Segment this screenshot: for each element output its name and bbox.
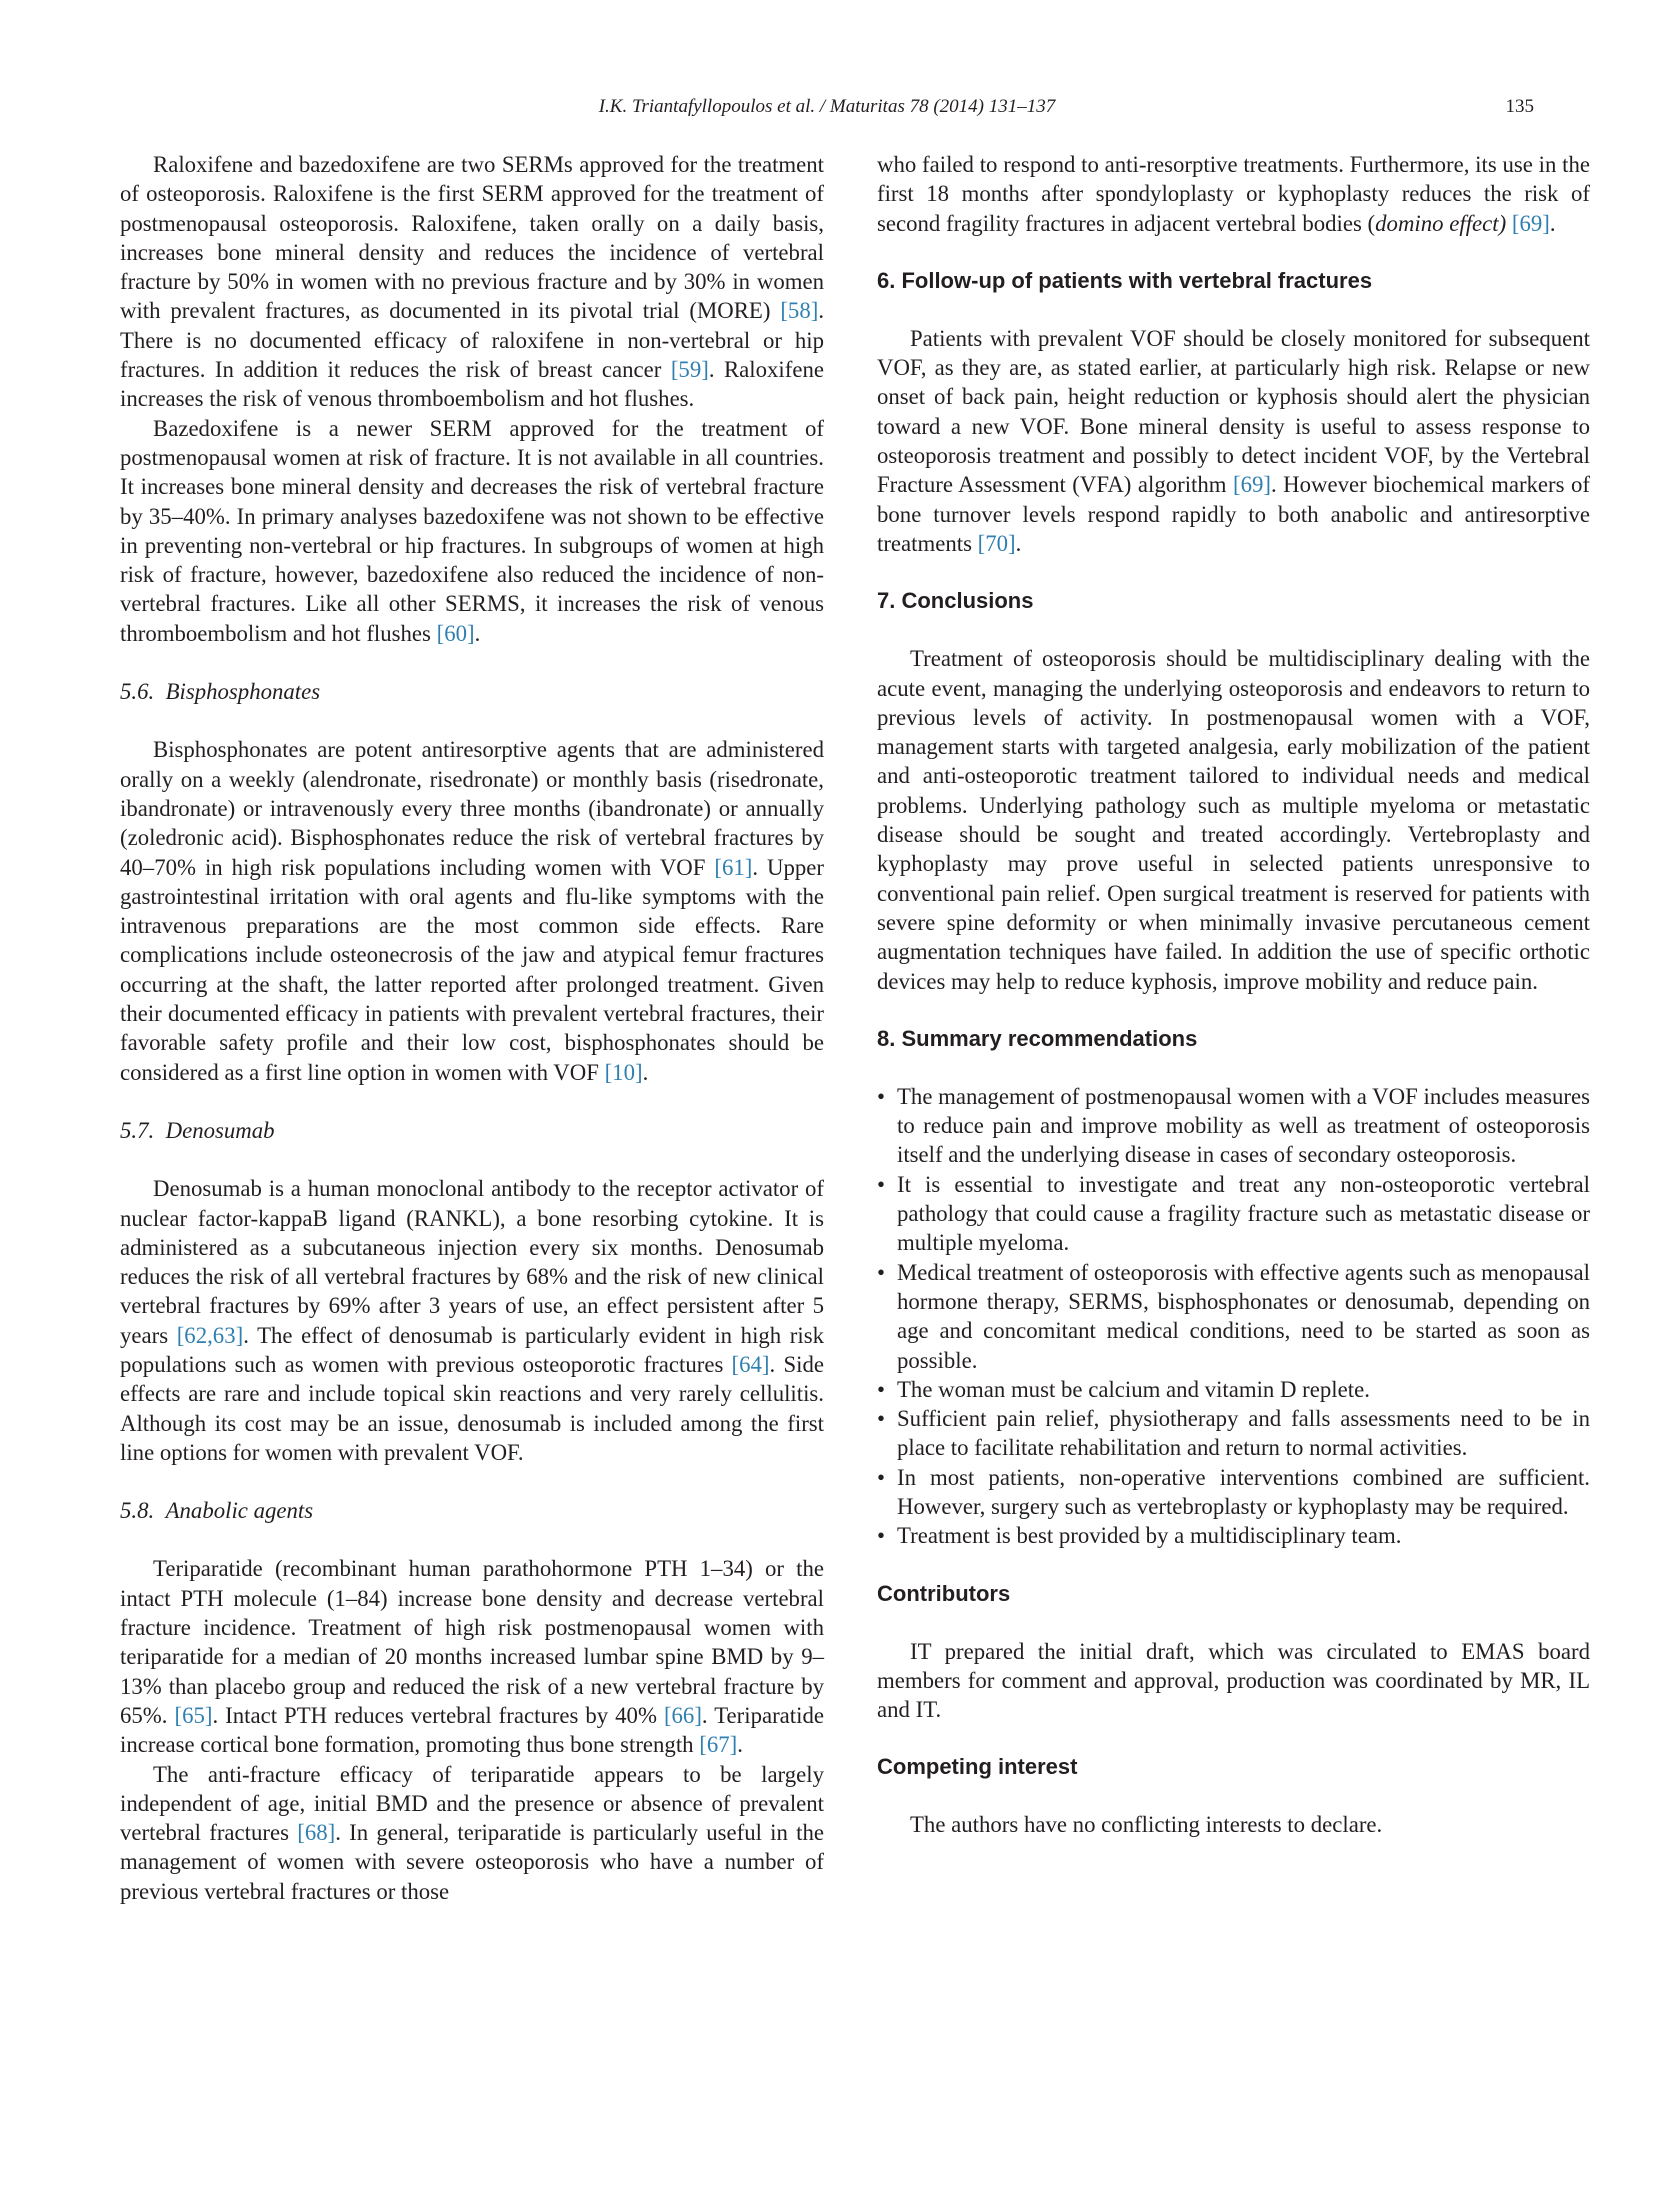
section-heading-conclusions: 7. Conclusions [877, 588, 1034, 614]
paragraph-conclusions: Treatment of osteoporosis should be multidisciplinary dealing with the acute event, managing the underlying osteoporosis and endeavors to return to previous levels of activity. In postmenopausal women with a VOF, management starts with targeted analgesia, early mobilization of the patient and anti-osteoporotic treatment tailored to individual needs and medical problems. Underlying pathology such as multiple myeloma or metastatic disease should be sought and treated accordingly. Vertebroplasty and kyphoplasty may prove useful in selected patients unresponsive to conventional pain relief. Open surgical treatment is reserved for patients with severe spine deformity or when minimally invasive percutaneous cement augmentation techniques have failed. In addition the use of specific orthotic devices may help to reduce kyphosis, improve mobility and reduce pain. [877, 646, 1590, 994]
paragraph-denosumab: Denosumab is a human monoclonal antibody to the receptor activator of nuclear factor-kappaB ligand (RANKL), a bone resorbing cytokine. It is administered as a subcutaneous injection every six months. Denosumab reduces the risk of all vertebral fractures by 68% and the risk of new clinical vertebral fractures by 69% after 3 years of use, an effect persistent after 5 years [62,63]. The effect of denosumab is particularly evident in high risk populations such as women with previous osteoporotic fractures [64]. Side effects are rare and include topical skin reactions and very rarely cellulitis. Although its cost may be an issue, denosumab is included among the first line options for women with prevalent VOF. [120, 1176, 824, 1465]
journal-citation: I.K. Triantafyllopoulos et al. / Maturitas 78 (2014) 131–137 [598, 96, 1056, 117]
paragraph-bisphosphonates: Bisphosphonates are potent antiresorptive agents that are administered orally on a weekly (alendronate, risedronate) or monthly basis (risedronate, ibandronate) or intravenously every three months (ibandronate) or annually (zoledronic acid). Bisphosphonates reduce the risk of vertebral fractures by 40–70% in high risk populations including women with VOF [61]. Upper gastrointestinal irritation with oral agents and flu-like symptoms with the intravenous preparations are the most common side effects. Rare complications include osteonecrosis of the jaw and atypical femur fractures occurring at the shaft, the latter reported after prolonged treatment. Given their documented efficacy in patients with prevalent vertebral fractures, their favorable safety profile and their low cost, bisphosphonates should be considered as a first line option in women with VOF [10]. [120, 737, 825, 1085]
recommendations-list [877, 1082, 1590, 1551]
paragraph-follow-up: Patients with prevalent VOF should be closely monitored for subsequent VOF, as they are, as stated earlier, at particularly high risk. Relapse or new onset of back pain, height reduction or kyphosis should alert the physician toward a new VOF. Bone mineral density is useful to assess response to osteoporosis treatment and possibly to detect incident VOF, by the Vertebral Fracture Assessment (VFA) algorithm [69]. However biochemical markers of bone turnover levels respond rapidly to both anabolic and antiresorptive treatments [70]. [877, 325, 1590, 556]
section-heading-contributors: Contributors [877, 1580, 1011, 1606]
citation-link[interactable]: [65] [174, 1702, 213, 1728]
section-heading-summary: 8. Summary recommendations [877, 1025, 1198, 1051]
page-number: 135 [1505, 96, 1534, 117]
paragraph-competing-interest: The authors have no conflicting interests to declare. [910, 1812, 1383, 1838]
running-head [120, 96, 1534, 126]
section-heading-follow-up: 6. Follow-up of patients with vertebral fractures [877, 267, 1373, 293]
citation-link[interactable]: [66] [663, 1702, 702, 1728]
subsection-heading-bisphosphonates: 5.6. Bisphosphonates [120, 679, 321, 705]
list-item: • Medical treatment of osteoporosis with effective agents such as menopausal hormone therapy, SERMS, bisphosphonates or denosumab, depending on age and concomitant medical conditions, need to be started as soon as possible. [877, 1258, 1590, 1375]
subsection-heading-anabolic: 5.8. Anabolic agents [120, 1498, 314, 1524]
citation-link[interactable]: [60] [436, 620, 475, 646]
subsection-heading-denosumab: 5.7. Denosumab [120, 1117, 275, 1143]
citation-link[interactable]: [10] [604, 1059, 643, 1085]
list-item: • Treatment is best provided by a multidisciplinary team. [877, 1521, 1590, 1550]
paragraph-teriparatide-efficacy: The anti-fracture efficacy of teriparatide appears to be largely independent of age, initial BMD and the presence or absence of prevalent vertebral fractures [68]. In general, teriparatide is particularly useful in the management of women with severe osteoporosis who have a number of previous vertebral fractures or those [120, 1761, 824, 1904]
citation-link[interactable]: [64] [731, 1351, 770, 1377]
paragraph-continued: who failed to respond to anti-resorptive treatments. Furthermore, its use in the first 18 months after spondyloplasty or kyphoplasty reduces the risk of second fragility fractures in adjacent vertebral bodies (domino effect) [69]. [877, 152, 1590, 236]
list-item: • The management of postmenopausal women with a VOF includes measures to reduce pain and improve mobility as well as treatment of osteoporosis itself and the underlying disease in cases of secondary osteoporosis. [877, 1082, 1590, 1170]
section-heading-competing-interest: Competing interest [877, 1754, 1078, 1780]
list-item: • In most patients, non-operative interventions combined are sufficient. However, surgery such as vertebroplasty or kyphoplasty may be required. [877, 1463, 1590, 1522]
paragraph-bazedoxifene: Bazedoxifene is a newer SERM approved for the treatment of postmenopausal women at risk of fracture. It is not available in all countries. It increases bone mineral density and decreases the risk of vertebral fracture by 35–40%. In primary analyses bazedoxifene was not shown to be effective in preventing non-vertebral or hip fractures. In subgroups of women at high risk of fracture, however, bazedoxifene also reduced the incidence of non-vertebral fractures. Like all other SERMS, it increases the risk of venous thromboembolism and hot flushes [60]. [120, 415, 824, 646]
left-column [120, 150, 824, 1906]
paragraph-raloxifene: Raloxifene and bazedoxifene are two SERMs approved for the treatment of osteoporosis. Raloxifene is the first SERM approved for the treatment of postmenopausal osteoporosis. Raloxifene, taken orally on a daily basis, increases bone mineral density and reduces the incidence of vertebral fracture by 50% in women with no previous fracture and by 30% in women with prevalent fractures, as documented in its pivotal trial (MORE) [58]. There is no documented efficacy of raloxifene in non-vertebral or hip fractures. In addition it reduces the risk of breast cancer [59]. Raloxifene increases the risk of venous thromboembolism and hot flushes. [120, 152, 825, 412]
citation-link[interactable]: [69] [1233, 472, 1271, 498]
citation-link[interactable]: [62,63] [176, 1322, 244, 1348]
citation-link[interactable]: [68] [297, 1820, 336, 1846]
paragraph-contributors: IT prepared the initial draft, which was circulated to EMAS board members for comment and approval, production was coordinated by MR, IL and IT. [877, 1638, 1590, 1723]
citation-link[interactable]: [61] [714, 854, 753, 880]
paragraph-teriparatide: Teriparatide (recombinant human parathohormone PTH 1–34) or the intact PTH molecule (1–84) increase bone density and decrease vertebral fracture incidence. Treatment of high risk postmenopausal women with teriparatide for a median of 20 months increased lumbar spine BMD by 9–13% than placebo group and reduced the risk of a new vertebral fracture by 65%. [65]. Intact PTH reduces vertebral fractures by 40% [66]. Teriparatide increase cortical bone formation, promoting thus bone strength [67]. [120, 1556, 824, 1758]
right-column [877, 150, 1590, 1840]
list-item: • It is essential to investigate and treat any non-osteoporotic vertebral pathology that could cause a fragility fracture such as metastatic disease or multiple myeloma. [877, 1170, 1590, 1258]
citation-link[interactable]: [70] [977, 530, 1016, 556]
citation-link[interactable]: [67] [699, 1732, 738, 1758]
citation-link[interactable]: [59] [670, 357, 709, 383]
citation-link[interactable]: [58] [780, 298, 819, 324]
list-item: • Sufficient pain relief, physiotherapy and falls assessments need to be in place to facilitate rehabilitation and return to normal activities. [877, 1404, 1590, 1463]
citation-link[interactable]: [69] [1511, 210, 1550, 236]
list-item: • The woman must be calcium and vitamin D replete. [877, 1375, 1590, 1404]
